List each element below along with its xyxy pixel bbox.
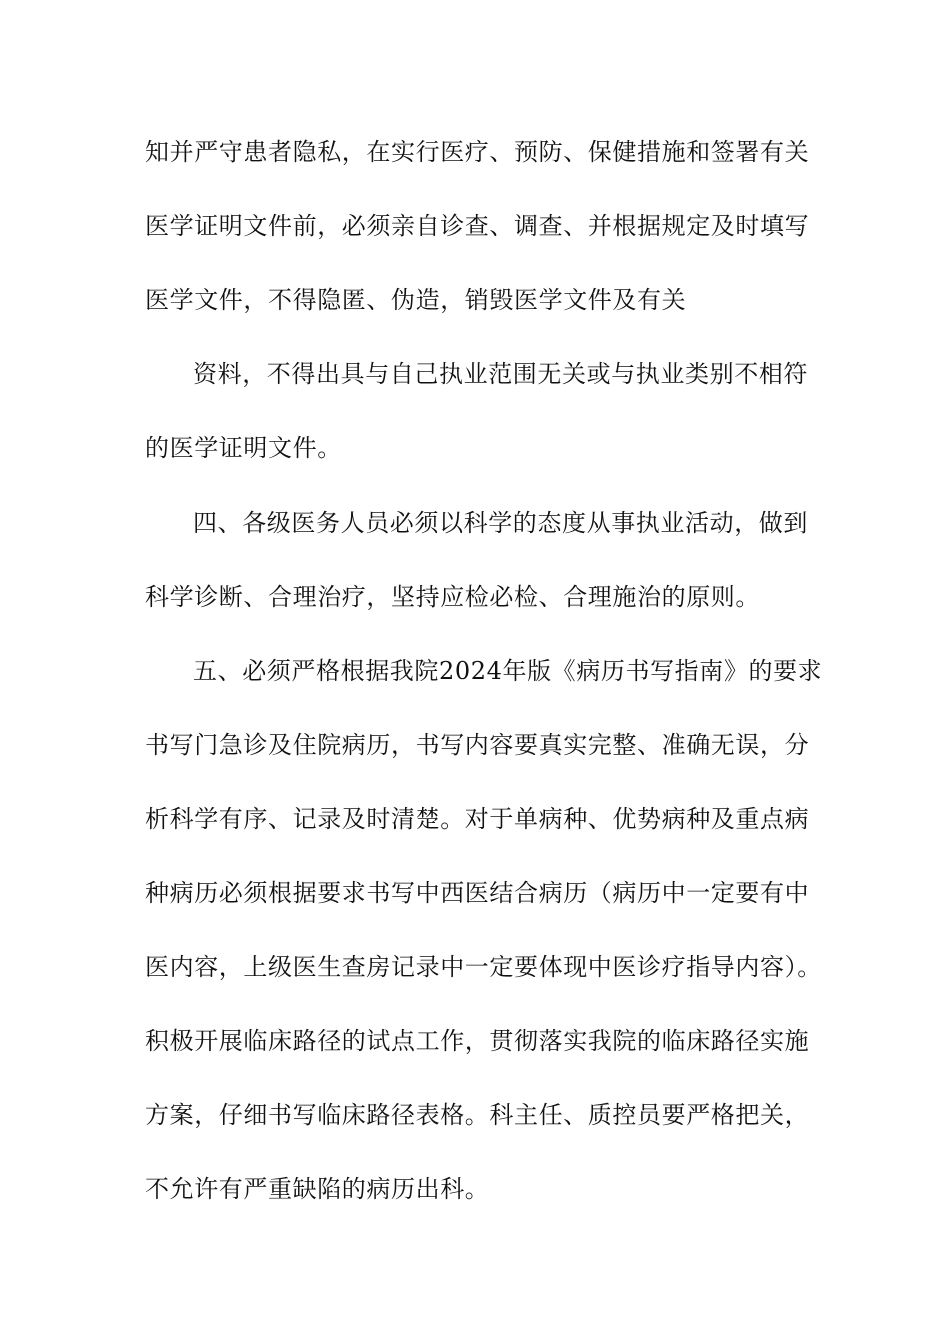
- text-line: 科学诊断、合理治疗，坚持应检必检、合理施治的原则。: [145, 583, 760, 611]
- text-line: 五、必须严格根据我院2024年版《病历书写指南》的要求: [193, 657, 823, 685]
- text-line: 种病历必须根据要求书写中西医结合病历（病历中一定要有中: [145, 879, 810, 907]
- text-line: 析科学有序、记录及时清楚。对于单病种、优势病种及重点病: [145, 805, 810, 833]
- text-line: 的医学证明文件。: [145, 434, 342, 462]
- text-line: 四、各级医务人员必须以科学的态度从事执业活动，做到: [193, 509, 808, 537]
- text-line: 医学证明文件前，必须亲自诊查、调查、并根据规定及时填写: [145, 212, 810, 240]
- text-line: 方案，仔细书写临床路径表格。科主任、质控员要严格把关，: [145, 1101, 810, 1129]
- text-line: 知并严守患者隐私，在实行医疗、预防、保健措施和签署有关: [145, 138, 810, 166]
- text-line: 不允许有严重缺陷的病历出科。: [145, 1175, 490, 1203]
- text-line: 资料，不得出具与自己执业范围无关或与执业类别不相符: [193, 360, 808, 388]
- text-line: 医学文件，不得隐匿、伪造，销毁医学文件及有关: [145, 286, 687, 314]
- text-line: 书写门急诊及住院病历，书写内容要真实完整、准确无误，分: [145, 731, 810, 759]
- text-line: 积极开展临床路径的试点工作，贯彻落实我院的临床路径实施: [145, 1027, 810, 1055]
- text-line: 医内容，上级医生查房记录中一定要体现中医诊疗指导内容）。: [145, 953, 822, 981]
